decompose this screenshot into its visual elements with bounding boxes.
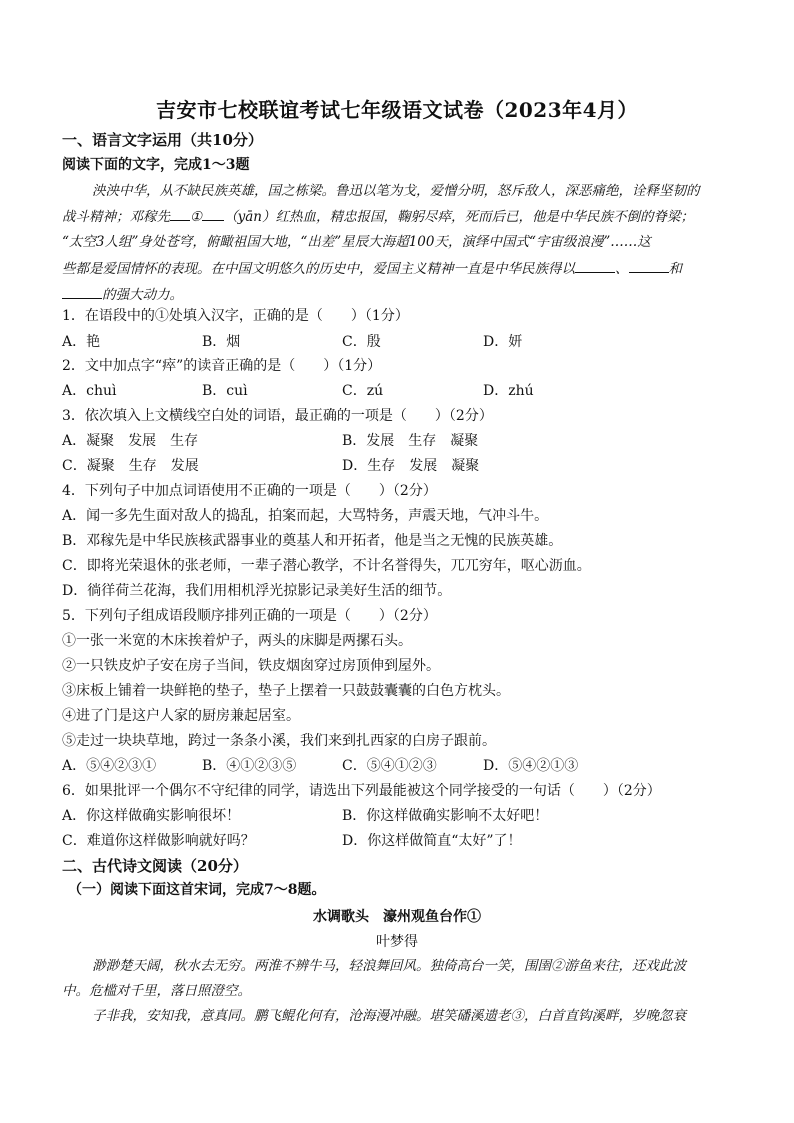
q5-option-a: A．⑤④②③① (62, 758, 157, 774)
passage-line-2-text: 战斗精神；邓稼先 (62, 209, 170, 225)
q5-sentence-3: ③床板上铺着一块鲜艳的垫子，垫子上摆着一只鼓鼓囊囊的白色方枕头。 (62, 683, 510, 699)
q1-stem: 1．在语段中的①处填入汉字，正确的是（ ）（1分） (62, 308, 409, 324)
passage-line-4-text: 些都是爱国情怀的表现。在中国文明悠久的历史中，爱国主义精神一直是中华民族得以 (62, 261, 575, 277)
q6-option-d: D．你这样做简直“太好”了！ (342, 833, 522, 849)
q5-option-d: D．⑤④②①③ (483, 758, 579, 774)
q5-sentence-5: ⑤走过一块块草地，跨过一条条小溪，我们来到扎西家的白房子跟前。 (62, 733, 496, 749)
passage-line-5-text: 的强大动力。 (102, 287, 183, 303)
q1-option-b: B．烟 (202, 334, 241, 350)
q3-option-b: B．发展 生存 凝聚 (342, 433, 479, 449)
q2-option-d: D．zhú (483, 383, 534, 399)
passage-line-4 (62, 258, 682, 279)
q4-option-c: C．即将光荣退休的张老师，一辈子潜心教学，不计名誉得失，兀兀穷年，呕心沥血。 (62, 558, 591, 574)
q2-option-c: C．zú (342, 383, 384, 399)
q4-option-a: A．闻一多先生面对敌人的捣乱，拍案而起，大骂特务，声震天地，气冲斗牛。 (62, 508, 549, 524)
q6-stem: 6．如果批评一个偶尔不守纪律的同学，请选出下列最能被这个同学接受的一句话（ ）（2分） (62, 783, 661, 799)
q4-stem: 4．下列句子中加点词语使用不正确的一项是（ ）（2分） (62, 483, 437, 499)
fill-blank (62, 284, 102, 299)
passage-line-5 (62, 284, 183, 305)
fill-blank (202, 206, 224, 221)
q1-option-d: D．妍 (483, 334, 523, 350)
q3-option-d: D．生存 发展 凝聚 (342, 458, 480, 474)
passage-sep: 、 (615, 261, 629, 277)
q5-sentence-4: ④进了门是这户人家的厨房兼起居室。 (62, 708, 300, 724)
section-2-subheading: （一）阅读下面这首宋词，完成7～8题。 (68, 882, 326, 898)
section-2-heading: 二、古代诗文阅读（20分） (62, 857, 248, 875)
poem-title: 水调歌头 濠州观鱼台作① (313, 909, 481, 925)
poem-line-3: 子非我，安知我，意真同。鹏飞鲲化何有，沧海漫冲融。堪笑磻溪遗老③，白首直钩溪畔，岁晚忽衰 (92, 1008, 686, 1024)
section-1-instruction: 阅读下面的文字，完成1～3题 (62, 157, 250, 173)
q4-option-b: B．邓稼先是中华民族核武器事业的奠基人和开拓者，他是当之无愧的民族英雄。 (62, 533, 563, 549)
fill-blank (629, 258, 669, 273)
passage-line-1: 泱泱中华，从不缺民族英雄，国之栋梁。鲁迅以笔为戈，爱憎分明，怒斥敌人，深恶痛绝，诠释坚韧的 (92, 183, 700, 199)
q5-sentence-2: ②一只铁皮炉子安在房子当间，铁皮烟囱穿过房顶伸到屋外。 (62, 658, 440, 674)
poem-author: 叶梦得 (376, 934, 418, 950)
q3-stem: 3．依次填入上文横线空白处的词语，最正确的一项是（ ）（2分） (62, 408, 493, 424)
poem-line-2: 中。危槛对千里，落日照澄空。 (62, 983, 251, 999)
passage-line-2-rest: （yān）红热血，精忠报国，鞠躬尽瘁，死而后已，他是中华民族不倒的脊梁； (224, 209, 694, 225)
passage-and: 和 (668, 261, 682, 277)
q6-option-b: B．你这样做确实影响不太好吧！ (342, 808, 549, 824)
q3-option-c: C．凝聚 生存 发展 (62, 458, 199, 474)
q6-option-c: C．难道你这样做影响就好吗？ (62, 833, 255, 849)
q2-option-b: B．cuì (202, 383, 248, 399)
section-1-heading: 一、语言文字运用（共10分） (62, 131, 263, 149)
q1-option-a: A．艳 (62, 334, 101, 350)
blank-marker: ① (190, 209, 203, 225)
q1-option-c: C．殷 (342, 334, 381, 350)
page-title: 吉安市七校联谊考试七年级语文试卷（2023年4月） (155, 98, 639, 122)
passage-line-3: “太空3人组”身处苍穹，俯瞰祖国大地，“出差”星辰大海超100天，演绎中国式“宇宙级浪漫”……这 (62, 234, 651, 250)
q5-stem: 5．下列句子组成语段顺序排列正确的一项是（ ）（2分） (62, 608, 437, 624)
fill-blank (575, 258, 615, 273)
q5-option-b: B．④①②③⑤ (202, 758, 297, 774)
q3-option-a: A．凝聚 发展 生存 (62, 433, 199, 449)
passage-line-2 (62, 206, 694, 227)
q6-option-a: A．你这样做确实影响很坏！ (62, 808, 241, 824)
fill-blank (170, 206, 190, 221)
q4-option-d: D．徜徉荷兰花海，我们用相机浮光掠影记录美好生活的细节。 (62, 583, 452, 599)
q2-stem: 2．文中加点字“瘁”的读音正确的是（ ）（1分） (62, 358, 382, 374)
q5-option-c: C．⑤④①②③ (342, 758, 437, 774)
q2-option-a: A．chuì (62, 383, 117, 399)
poem-line-1: 渺渺楚天阔，秋水去无穷。两淮不辨牛马，轻浪舞回风。独倚高台一笑，围圉②游鱼来往，还戏此波 (92, 958, 686, 974)
q5-sentence-1: ①一张一米宽的木床挨着炉子，两头的床脚是两摞石头。 (62, 633, 412, 649)
